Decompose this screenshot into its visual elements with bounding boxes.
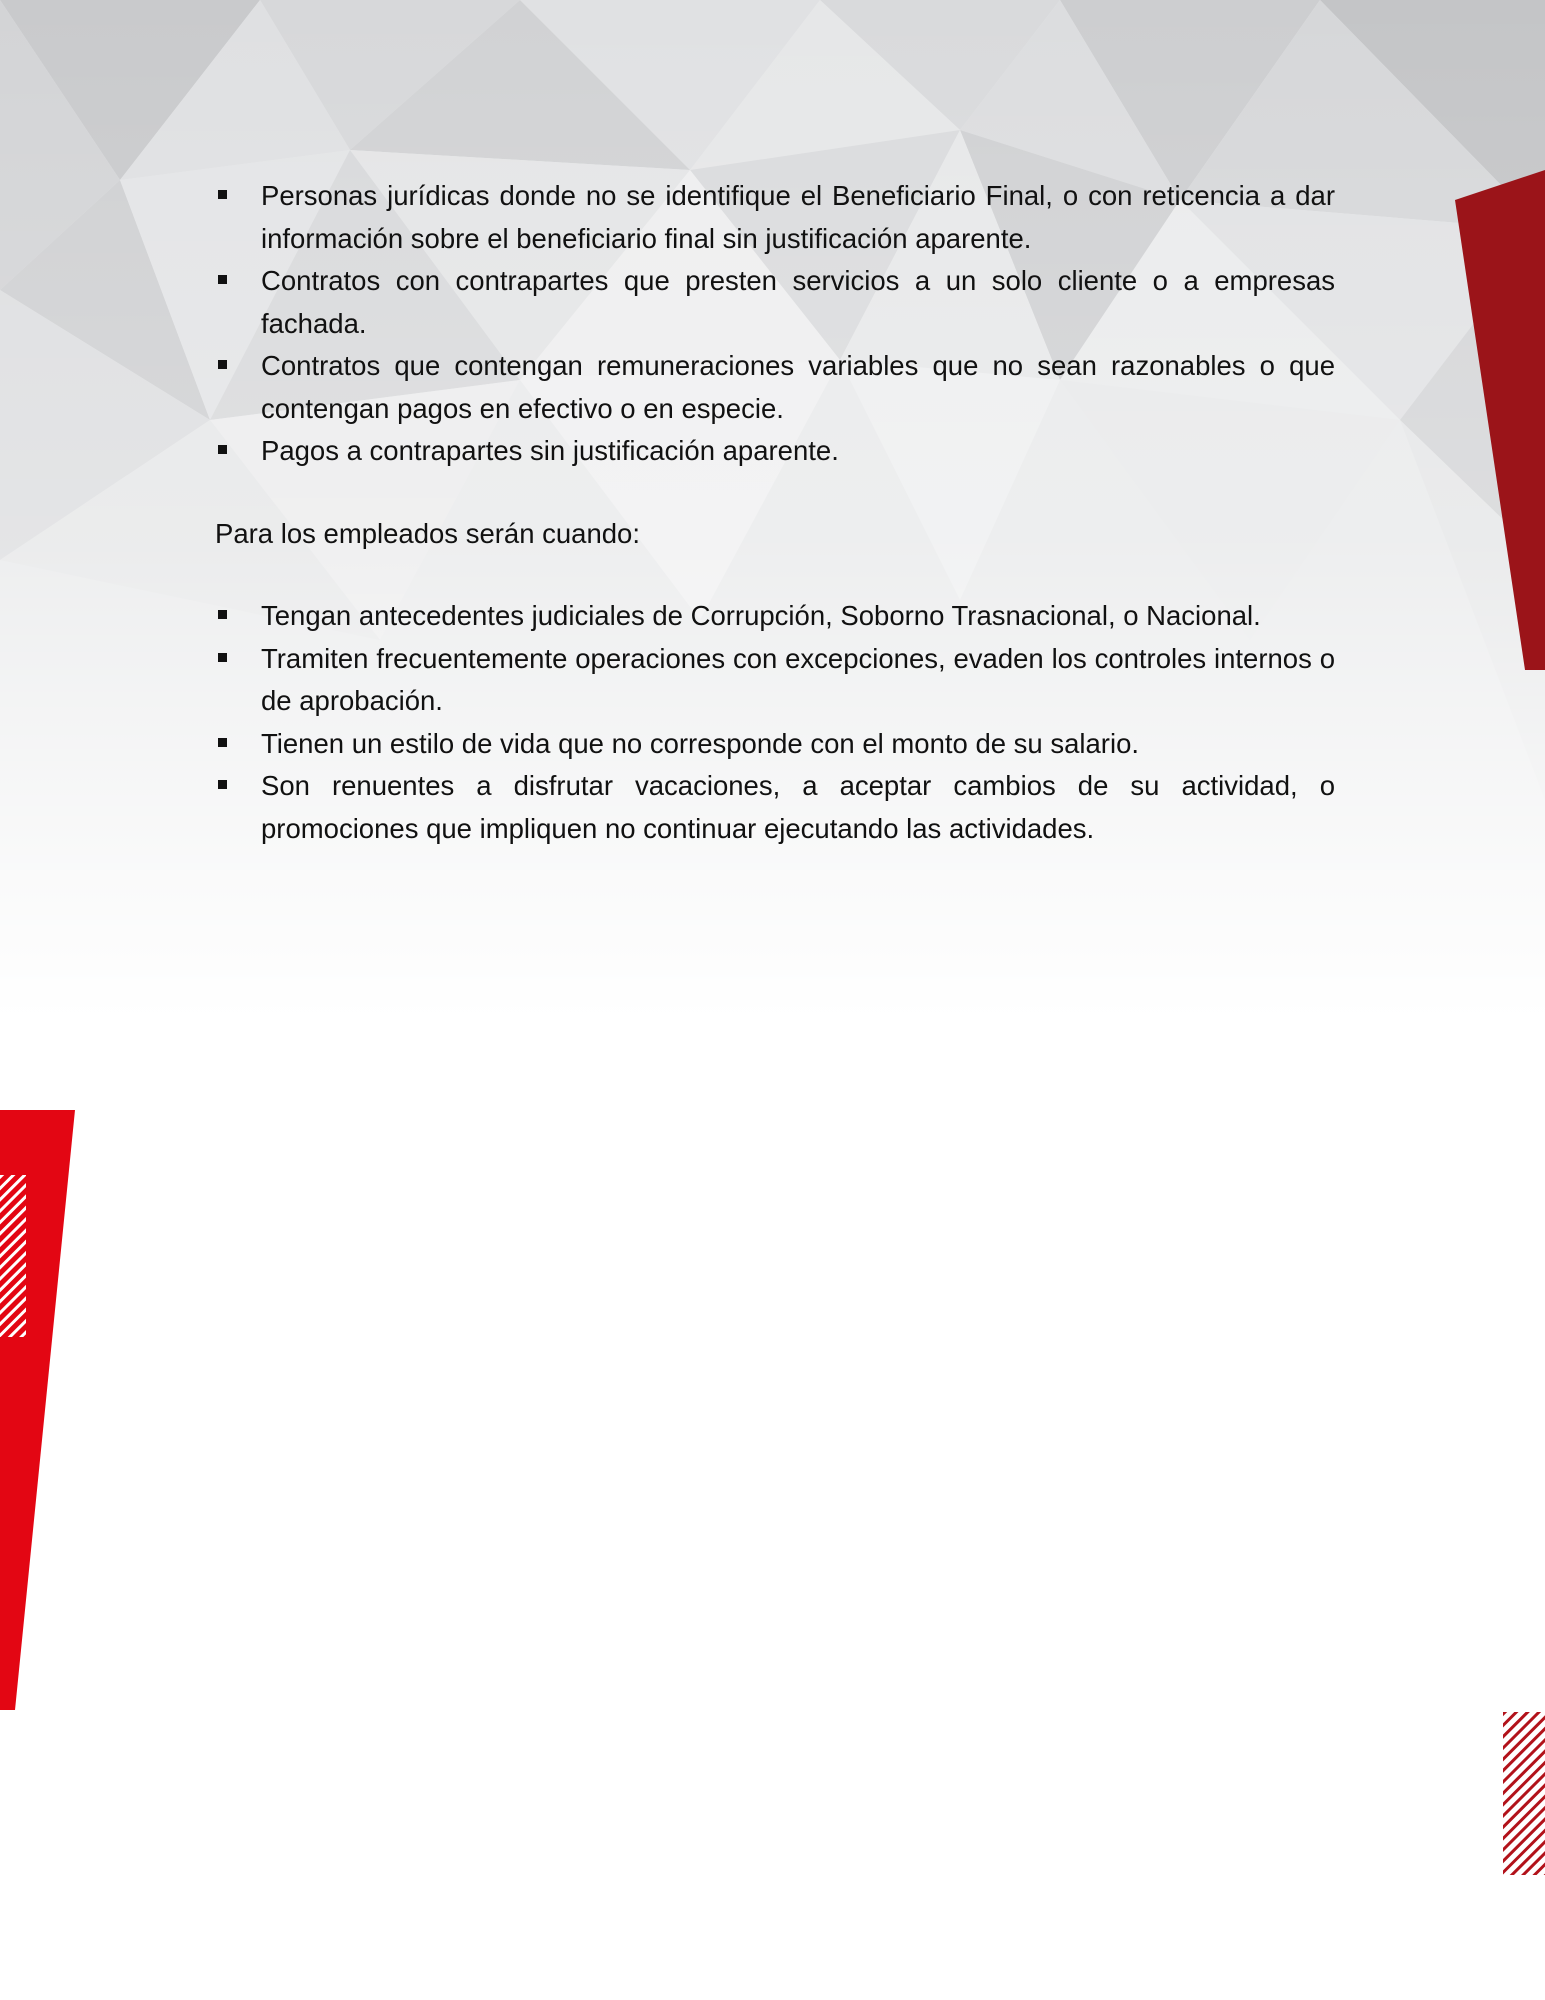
list-item: Tramiten frecuentemente operaciones con excepciones, evaden los controles internos o de aprobación. (215, 638, 1335, 723)
employee-warning-list (215, 595, 1335, 850)
list-item: Son renuentes a disfrutar vacaciones, a aceptar cambios de su actividad, o promociones que impliquen no continuar ejecutando las actividades. (215, 765, 1335, 850)
square-bullet-icon (218, 445, 227, 454)
square-bullet-icon (218, 738, 227, 747)
list-item: Contratos con contrapartes que presten servicios a un solo cliente o a empresas fachada. (215, 260, 1335, 345)
square-bullet-icon (218, 610, 227, 619)
document-body (215, 175, 1335, 850)
counterparty-warning-list (215, 175, 1335, 473)
employees-intro-paragraph: Para los empleados serán cuando: (215, 517, 640, 549)
list-item: Tengan antecedentes judiciales de Corrupción, Soborno Trasnacional, o Nacional. (215, 595, 1335, 638)
list-item: Personas jurídicas donde no se identifique el Beneficiario Final, o con reticencia a dar información sobre el beneficiario final sin justificación aparente. (215, 175, 1335, 260)
square-bullet-icon (218, 360, 227, 369)
list-item: Contratos que contengan remuneraciones variables que no sean razonables o que contengan pagos en efectivo o en especie. (215, 345, 1335, 430)
list-item: Tienen un estilo de vida que no corresponde con el monto de su salario. (215, 723, 1335, 766)
square-bullet-icon (218, 275, 227, 284)
square-bullet-icon (218, 190, 227, 199)
diagonal-stripes-icon (1503, 1712, 1545, 1875)
diagonal-stripes-icon (0, 1175, 26, 1337)
square-bullet-icon (218, 653, 227, 662)
red-accent-band-right (1455, 170, 1545, 670)
list-item: Pagos a contrapartes sin justificación aparente. (215, 430, 1335, 473)
square-bullet-icon (218, 780, 227, 789)
